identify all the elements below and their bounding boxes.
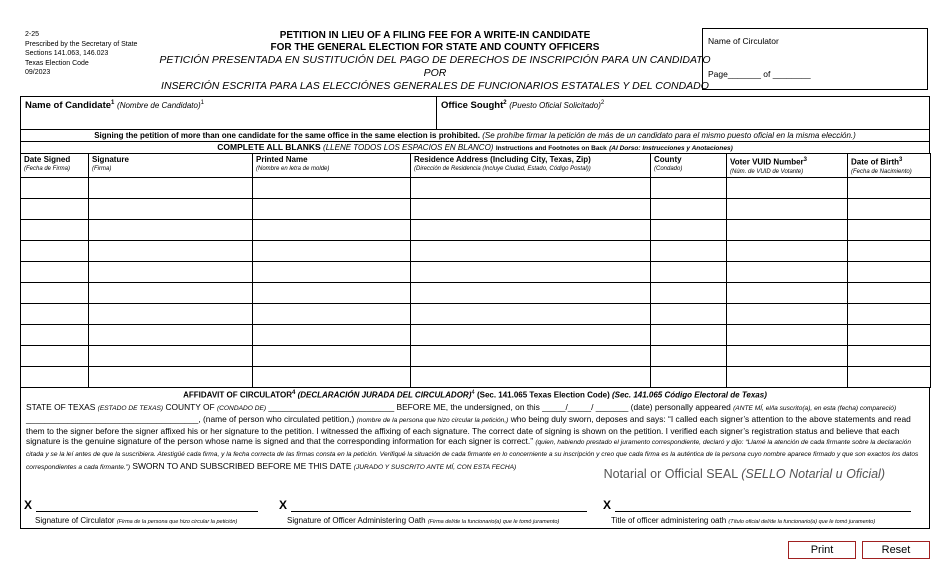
signer-field-input[interactable] xyxy=(651,199,726,219)
signer-field-input[interactable] xyxy=(253,304,410,324)
signer-field-input[interactable] xyxy=(848,325,930,345)
column-header: Voter VUID Number$^3$ (Núm. de VUID de Votante) xyxy=(727,154,848,178)
signer-field-input[interactable] xyxy=(21,325,88,345)
signer-field-input[interactable] xyxy=(89,178,252,198)
table-cell xyxy=(651,219,727,240)
table-cell xyxy=(651,198,727,219)
table-cell xyxy=(21,303,89,324)
title-spanish-line-2: INSERCIÓN ESCRITA PARA LAS ELECCIÓNES GENERALES DE FUNCIONARIOS ESTATALES Y DEL CONDADO xyxy=(161,80,709,92)
table-cell xyxy=(253,282,411,303)
table-cell xyxy=(411,282,651,303)
signer-field-input[interactable] xyxy=(651,178,726,198)
signer-field-input[interactable] xyxy=(651,304,726,324)
table-cell xyxy=(253,198,411,219)
code-sections: Sections 141.063, 146.023 xyxy=(25,50,109,58)
table-cell xyxy=(89,177,253,198)
column-header: Signature (Firma) xyxy=(89,154,253,178)
signer-field-input[interactable] xyxy=(21,262,88,282)
office-sought-field[interactable]: Office Sought$^2$ (Puesto Oficial Solicitado)$^2$ xyxy=(441,100,605,112)
table-cell xyxy=(21,240,89,261)
table-cell xyxy=(21,219,89,240)
circulator-name-label: Name of Circulator xyxy=(708,36,779,46)
signer-field-input[interactable] xyxy=(727,304,847,324)
signer-field-input[interactable] xyxy=(651,367,726,387)
signer-field-input[interactable] xyxy=(21,346,88,366)
table-row xyxy=(21,177,931,198)
table-cell xyxy=(848,219,931,240)
signer-field-input[interactable] xyxy=(411,199,650,219)
prohibition-notice-es: (Se prohíbe firmar la petición de más de un candidato para el mismo puesto oficial en la misma elección.) xyxy=(482,131,856,140)
prescribed-by: Prescribed by the Secretary of State xyxy=(25,40,138,48)
office-sought-label: Office Sought xyxy=(441,100,504,112)
signer-field-input[interactable] xyxy=(848,199,930,219)
table-cell xyxy=(848,240,931,261)
signer-field-input[interactable] xyxy=(21,283,88,303)
table-cell xyxy=(727,345,848,366)
table-cell xyxy=(727,303,848,324)
signer-field-input[interactable] xyxy=(253,346,410,366)
signer-field-input[interactable] xyxy=(253,262,410,282)
officer-title-label: Title of officer administering oath (Título oficial del/de la funcionario(a) que le tomó juramento) xyxy=(611,516,876,525)
table-cell xyxy=(411,261,651,282)
table-row xyxy=(21,198,931,219)
signature-rows xyxy=(21,177,931,387)
signer-field-input[interactable] xyxy=(411,241,650,261)
signer-field-input[interactable] xyxy=(848,367,930,387)
table-cell xyxy=(253,219,411,240)
signer-field-input[interactable] xyxy=(89,325,252,345)
table-cell xyxy=(21,366,89,387)
table-cell xyxy=(21,324,89,345)
signer-field-input[interactable] xyxy=(21,199,88,219)
table-cell xyxy=(21,282,89,303)
signer-field-input[interactable] xyxy=(411,325,650,345)
form-title xyxy=(150,30,720,93)
signer-field-input[interactable] xyxy=(848,241,930,261)
signer-field-input[interactable] xyxy=(651,262,726,282)
table-cell xyxy=(651,366,727,387)
signer-field-input[interactable] xyxy=(848,283,930,303)
signer-field-input[interactable] xyxy=(21,241,88,261)
signer-field-input[interactable] xyxy=(253,241,410,261)
table-row xyxy=(21,324,931,345)
signer-field-input[interactable] xyxy=(411,346,650,366)
table-cell xyxy=(253,240,411,261)
signer-field-input[interactable] xyxy=(651,325,726,345)
signer-field-input[interactable] xyxy=(411,283,650,303)
table-cell xyxy=(651,282,727,303)
table-cell xyxy=(651,261,727,282)
table-cell xyxy=(727,282,848,303)
table-cell xyxy=(411,303,651,324)
table-row xyxy=(21,219,931,240)
signer-field-input[interactable] xyxy=(21,178,88,198)
table-cell xyxy=(651,345,727,366)
signer-field-input[interactable] xyxy=(89,367,252,387)
complete-all-blanks: COMPLETE ALL BLANKS (LLENE TODOS LOS ESPACIOS EN BLANCO) Instructions and Footnotes on Back (Al Dorso: Instrucciones y Anotaciones) xyxy=(20,142,930,153)
signer-field-input[interactable] xyxy=(89,283,252,303)
signer-field-input[interactable] xyxy=(848,178,930,198)
title-english-line-1: PETITION IN LIEU OF A FILING FEE FOR A WRITE-IN CANDIDATE xyxy=(279,30,591,41)
table-cell xyxy=(727,261,848,282)
title-spanish-line-1: PETICIÓN PRESENTADA EN SUSTITUCIÓN DEL PAGO DE DERECHOS DE INSCRIPCIÓN PARA UN CANDIDATO POR xyxy=(159,54,711,79)
signer-field-input[interactable] xyxy=(89,199,252,219)
table-cell xyxy=(89,261,253,282)
title-english-line-2: FOR THE GENERAL ELECTION FOR STATE AND COUNTY OFFICERS xyxy=(270,42,600,53)
table-cell xyxy=(651,303,727,324)
signer-field-input[interactable] xyxy=(411,304,650,324)
form-date: 09/2023 xyxy=(25,69,51,77)
signer-field-input[interactable] xyxy=(727,346,847,366)
table-cell xyxy=(89,240,253,261)
table-header-row xyxy=(21,154,931,178)
table-cell xyxy=(89,303,253,324)
signer-field-input[interactable] xyxy=(727,241,847,261)
signer-field-input[interactable] xyxy=(89,346,252,366)
table-cell xyxy=(651,177,727,198)
affidavit-circulator-name-line[interactable]: _____________________________________, (name of person who circulated petition,) xyxy=(26,413,355,424)
signer-field-input[interactable] xyxy=(253,367,410,387)
affidavit-title: AFFIDAVIT OF CIRCULATOR$^4$ (DECLARACIÓN JURADA DEL CIRCULADOR)$^4$ (Sec. 141.065 Texas Election Code) (Sec. 141.065 Código Electoral de Texas) xyxy=(183,390,767,400)
table-cell xyxy=(848,282,931,303)
table-cell xyxy=(253,177,411,198)
table-cell xyxy=(727,324,848,345)
table-cell xyxy=(21,177,89,198)
officer-title-line[interactable]: X xyxy=(603,498,911,512)
table-cell xyxy=(411,198,651,219)
column-header: Printed Name (Nombre en letra de molde) xyxy=(253,154,411,178)
signer-field-input[interactable] xyxy=(253,283,410,303)
table-cell xyxy=(848,345,931,366)
signer-field-input[interactable] xyxy=(253,325,410,345)
table-row xyxy=(21,303,931,324)
signer-field-input[interactable] xyxy=(89,220,252,240)
table-cell xyxy=(411,324,651,345)
signer-field-input[interactable] xyxy=(727,262,847,282)
candidate-name-field[interactable]: Name of Candidate$^1$ (Nombre de Candidato)$^1$ xyxy=(21,97,437,129)
table-cell xyxy=(848,198,931,219)
office-sought-label-es: (Puesto Oficial Solicitado) xyxy=(509,101,601,111)
prohibition-notice xyxy=(20,129,930,142)
candidate-row xyxy=(20,96,930,129)
table-row xyxy=(21,366,931,387)
officer-signature-label: Signature of Officer Administering Oath (Firma del/de la funcionario(a) que le tomó juramento) xyxy=(287,516,560,525)
prohibition-notice-en: Signing the petition of more than one candidate for the same office in the same election is prohibited. xyxy=(94,131,481,140)
signer-field-input[interactable] xyxy=(411,367,650,387)
signer-field-input[interactable] xyxy=(727,178,847,198)
table-cell xyxy=(411,345,651,366)
column-header: County (Condado) xyxy=(651,154,727,178)
signer-field-input[interactable] xyxy=(651,241,726,261)
table-cell xyxy=(253,366,411,387)
signer-field-input[interactable] xyxy=(727,325,847,345)
column-header: Residence Address (Including City, Texas, Zip) (Dirección de Residencia (Incluye Ciudad, Estado, Código Postal)) xyxy=(411,154,651,178)
table-cell xyxy=(21,345,89,366)
circulator-box[interactable] xyxy=(702,28,928,90)
election-code: Texas Election Code xyxy=(25,59,89,67)
table-cell xyxy=(411,240,651,261)
column-header: Date Signed (Fecha de Firma) xyxy=(21,154,89,178)
signer-field-input[interactable] xyxy=(89,241,252,261)
table-cell xyxy=(727,219,848,240)
signer-field-input[interactable] xyxy=(411,262,650,282)
signer-field-input[interactable] xyxy=(21,220,88,240)
print-button[interactable]: Print xyxy=(788,541,856,559)
candidate-name-label: Name of Candidate xyxy=(25,100,112,112)
signer-field-input[interactable] xyxy=(411,220,650,240)
affidavit-section xyxy=(20,387,930,529)
table-cell xyxy=(727,177,848,198)
table-cell xyxy=(727,240,848,261)
signer-field-input[interactable] xyxy=(651,283,726,303)
signer-field-input[interactable] xyxy=(727,199,847,219)
signer-field-input[interactable] xyxy=(21,367,88,387)
signer-field-input[interactable] xyxy=(848,304,930,324)
table-cell xyxy=(411,219,651,240)
signer-field-input[interactable] xyxy=(253,178,410,198)
signer-field-input[interactable] xyxy=(89,304,252,324)
signer-field-input[interactable] xyxy=(89,262,252,282)
signer-field-input[interactable] xyxy=(848,346,930,366)
signer-field-input[interactable] xyxy=(253,199,410,219)
table-cell xyxy=(727,366,848,387)
column-header: Date of Birth$^3$ (Fecha de Nacimiento) xyxy=(848,154,931,178)
affidavit-body: STATE OF TEXAS (ESTADO DE TEXAS) COUNTY OF (CONDADO DE) ___________________________ BEFORE ME, the undersigned, on this _____/_____/ _______ (date) personally appeared (ANTE MÍ, el/la suscrito(a), en esta (fecha) compareció) _____________________________________, (name of person who circulated petition,) (nombre de la persona que hizo circular la petición,) who being duly sworn, deposes and says: “I called each signer’s attention to the above statements and read them to the signer before the signer affixed his or her signature to the petition. I witnessed the affixing of each signature. The correct date of signing is shown on the petition. I verified each signer’s registration status and believe that each signature is the genuine signature of the person whose name is signed and that the corresponding information for each signer is correct.” (quien, habiendo prestado el juramento correspondiente, declaró y dijo: “Llamé la atención de cada firmante sobre la declaración citada y se la leí antes de que la suscribiera. Atestigüé cada firma, y la fecha correcta de las firmas consta en la petición. Verifiqué la situación de cada firmante en lo concerniente a su inscripción y creo que cada firma es la auténtica de la persona cuyo nombre aparece firmado y que son exactos los datos correspondientes a cada firmante.”) SWORN TO AND SUBSCRIBED BEFORE ME THIS DATE (JURADO Y SUSCRITO ANTE MÍ, CON ESTA FECHA) xyxy=(26,401,919,471)
signer-field-input[interactable] xyxy=(651,346,726,366)
signer-field-input[interactable] xyxy=(727,220,847,240)
table-cell xyxy=(411,177,651,198)
signer-field-input[interactable] xyxy=(848,220,930,240)
table-cell xyxy=(727,198,848,219)
table-cell xyxy=(253,345,411,366)
page-count-field[interactable]: Page_______ of ________ xyxy=(708,69,811,79)
table-cell xyxy=(848,177,931,198)
table-cell xyxy=(89,219,253,240)
table-cell xyxy=(253,303,411,324)
table-cell xyxy=(89,198,253,219)
officer-signature-line[interactable]: X xyxy=(279,498,587,512)
signer-field-input[interactable] xyxy=(651,220,726,240)
signer-field-input[interactable] xyxy=(727,367,847,387)
table-row xyxy=(21,345,931,366)
candidate-name-label-es: (Nombre de Candidato) xyxy=(117,101,201,111)
form-metadata xyxy=(25,30,137,78)
table-row xyxy=(21,261,931,282)
form-number: 2-25 xyxy=(25,31,40,38)
table-cell xyxy=(21,261,89,282)
table-cell xyxy=(89,282,253,303)
table-cell xyxy=(89,324,253,345)
affidavit-county-date-line[interactable]: ___________________________ BEFORE ME, the undersigned, on this _____/_____/ _______ (date) personally appeared xyxy=(268,401,731,412)
table-cell xyxy=(253,324,411,345)
table-cell xyxy=(21,198,89,219)
signer-field-input[interactable] xyxy=(411,178,650,198)
signer-field-input[interactable] xyxy=(727,283,847,303)
table-cell xyxy=(848,366,931,387)
table-cell xyxy=(848,303,931,324)
table-row xyxy=(21,282,931,303)
table-row xyxy=(21,240,931,261)
table-cell xyxy=(411,366,651,387)
reset-button[interactable]: Reset xyxy=(862,541,930,559)
table-cell xyxy=(89,345,253,366)
table-cell xyxy=(89,366,253,387)
circulator-signature-line[interactable]: X xyxy=(24,498,258,512)
circulator-signature-label: Signature of Circulator (Firma de la persona que hizo circular la petición) xyxy=(35,516,238,525)
signer-field-input[interactable] xyxy=(21,304,88,324)
notarial-seal-label: Notarial or Official SEAL (SELLO Notarial u Oficial) xyxy=(603,467,885,481)
table-cell xyxy=(651,240,727,261)
table-cell xyxy=(651,324,727,345)
signature-table xyxy=(20,153,931,388)
table-cell xyxy=(848,261,931,282)
signer-field-input[interactable] xyxy=(253,220,410,240)
signer-field-input[interactable] xyxy=(848,262,930,282)
table-cell xyxy=(253,261,411,282)
table-cell xyxy=(848,324,931,345)
